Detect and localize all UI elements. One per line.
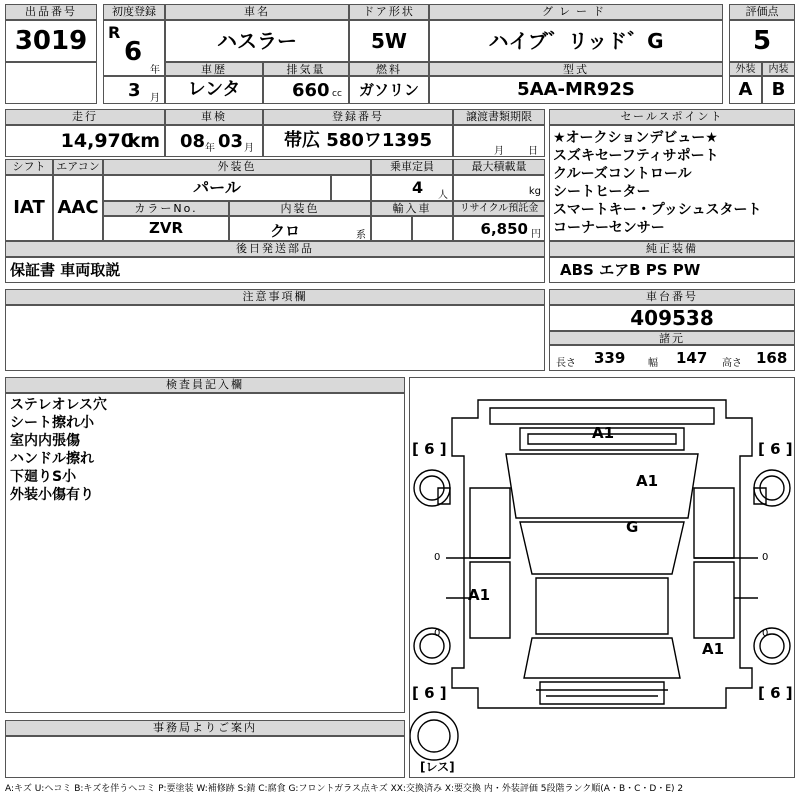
shift-label: シフト (5, 159, 53, 175)
spare-label: [レス] (420, 760, 455, 774)
mileage-unit: km (127, 130, 160, 152)
max-load-cell (453, 175, 545, 201)
door-label: ドア形状 (349, 4, 429, 20)
displacement-label: 排気量 (263, 62, 349, 76)
damage-mark: G (626, 518, 639, 536)
capacity-label: 乗車定員 (371, 159, 453, 175)
model-label: 型式 (429, 62, 723, 76)
car-name-value: ハスラー (165, 20, 349, 62)
first-reg-month: 3 (128, 80, 141, 101)
height-value: 168 (756, 349, 788, 367)
interior-color-value: クロ (270, 222, 301, 240)
first-reg-cell (103, 20, 165, 76)
exterior-color-extra (331, 175, 371, 201)
tread-front-left: [ 6 ] (412, 440, 447, 458)
length-label: 長さ (556, 358, 576, 369)
recycle-value: 6,850 (480, 220, 528, 238)
tread-rear-left: [ 6 ] (412, 684, 447, 702)
legend: A:キズ U:ヘコミ B:キズを伴うヘコミ P:要塗装 W:補修跡 S:錆 C:腐食 G:フロントガラス点キズ XX:交換済み X:要交換 内・外装評価 5段階ランク順(A・B・C・D・E) 2 (5, 784, 684, 794)
capacity-value: 4 (412, 178, 424, 197)
damage-mark: A1 (636, 472, 659, 490)
svg-text:0: 0 (762, 628, 769, 639)
car-name-label: 車名 (165, 4, 349, 20)
inspector-line: ステレオレス穴 (10, 397, 108, 413)
lot-label: 出品番号 (5, 4, 97, 20)
history-value: レンタ (165, 76, 263, 104)
inspection-year: 08 (180, 131, 206, 152)
tread-front-right: [ 6 ] (758, 440, 793, 458)
score-ext: A (729, 76, 762, 104)
notes-label: 注意事項欄 (5, 289, 545, 305)
recycle-label: リサイクル預託金 (453, 201, 545, 216)
inspection-label: 車検 (165, 109, 263, 125)
capacity-cell (371, 175, 453, 201)
tread-rear-right: [ 6 ] (758, 684, 793, 702)
damage-mark: A1 (592, 424, 615, 442)
sales-point: コーナーセンサー (553, 220, 665, 236)
sales-point: クルーズコントロール (553, 166, 692, 182)
first-reg-month-cell (103, 76, 165, 104)
office-box (5, 736, 405, 778)
tread-value: 6 (424, 440, 435, 458)
inspector-line: シート擦れ小 (10, 415, 94, 431)
first-reg-month-unit: 月 (150, 93, 160, 104)
inspector-line: 室内内張傷 (10, 433, 80, 449)
svg-text:0: 0 (434, 628, 441, 639)
mileage-cell (5, 125, 165, 157)
interior-color-cell (229, 216, 371, 241)
sales-points-label: セールスポイント (549, 109, 795, 125)
notes-box (5, 305, 545, 371)
score-int-label: 内装 (762, 62, 795, 76)
inspection-month: 03 (218, 131, 244, 152)
inspector-line: 下廻りS小 (10, 469, 77, 485)
damage-mark: A1 (468, 586, 491, 604)
shift-value: IAT (5, 175, 53, 241)
capacity-unit: 人 (438, 190, 448, 201)
svg-text:0: 0 (434, 552, 441, 563)
recycle-unit: 円 (531, 229, 541, 240)
inspection-month-unit: 月 (244, 143, 254, 154)
tread-value: 6 (424, 684, 435, 702)
interior-color-label: 内装色 (229, 201, 371, 216)
interior-color-unit: 系 (356, 230, 366, 241)
width-value: 147 (676, 349, 708, 367)
width-label: 幅 (648, 358, 658, 369)
ac-value: AAC (53, 175, 103, 241)
score-value: 5 (729, 20, 795, 62)
office-label: 事務局よりご案内 (5, 720, 405, 736)
score-label: 評価点 (729, 4, 795, 20)
chassis-value: 409538 (549, 305, 795, 331)
displacement-unit: cc (332, 89, 342, 99)
spare-value: レス (425, 760, 450, 774)
first-reg-year: 6 (124, 37, 143, 67)
mileage-label: 走行 (5, 109, 165, 125)
exterior-color-value: パール (103, 175, 331, 201)
door-value: 5W (349, 20, 429, 62)
length-value: 339 (594, 349, 626, 367)
sales-point: シートヒーター (553, 184, 651, 200)
era: R (108, 23, 121, 42)
inspection-year-unit: 年 (205, 143, 215, 154)
ac-label: エアコン (53, 159, 103, 175)
sales-point: ★オークションデビュー★ (553, 130, 718, 146)
grade-label: グレード (429, 4, 723, 20)
equipment-value: ABS エアB PS PW (549, 257, 795, 283)
damage-mark: A1 (702, 640, 725, 658)
equipment-label: 純正装備 (549, 241, 795, 257)
sales-points-box (549, 125, 795, 241)
transfer-day-unit: 日 (528, 146, 538, 157)
first-reg-year-unit: 年 (150, 65, 160, 76)
registration-value: 帯広 580ワ1395 (263, 125, 453, 157)
displacement-cell (263, 76, 349, 104)
later-parts-value: 保証書 車両取説 (5, 257, 545, 283)
car-diagram (409, 377, 795, 778)
dimensions-label: 諸元 (549, 331, 795, 345)
inspector-line: ハンドル擦れ (10, 451, 94, 467)
max-load-unit: kg (528, 186, 541, 197)
dimensions-cell (549, 345, 795, 371)
exterior-color-label: 外装色 (103, 159, 371, 175)
later-parts-label: 後日発送部品 (5, 241, 545, 257)
score-int: B (762, 76, 795, 104)
import-label: 輸入車 (371, 201, 453, 216)
registration-label: 登録番号 (263, 109, 453, 125)
transfer-cell (453, 125, 545, 157)
sales-point: スマートキー・プッシュスタート (553, 202, 762, 218)
fuel-label: 燃料 (349, 62, 429, 76)
height-label: 高さ (722, 358, 742, 369)
max-load-label: 最大積載量 (453, 159, 545, 175)
import-cell-b (412, 216, 453, 241)
first-reg-label: 初度登録 (103, 4, 165, 20)
score-ext-label: 外装 (729, 62, 762, 76)
transfer-label: 譲渡書類期限 (453, 109, 545, 125)
color-no-label: カラーNo. (103, 201, 229, 216)
inspector-label: 検査員記入欄 (5, 377, 405, 393)
tread-value: 6 (770, 440, 781, 458)
fuel-value: ガソリン (349, 76, 429, 104)
transfer-month-unit: 月 (494, 146, 504, 157)
svg-text:0: 0 (762, 552, 769, 563)
displacement-value: 660 (292, 80, 330, 101)
inspector-box (5, 393, 405, 713)
chassis-label: 車台番号 (549, 289, 795, 305)
inspection-cell (165, 125, 263, 157)
color-no-value: ZVR (103, 216, 229, 241)
import-cell-a (371, 216, 412, 241)
recycle-cell (453, 216, 545, 241)
sales-point: スズキセーフティサポート (553, 148, 719, 164)
mileage-value: 14,970 (60, 130, 134, 152)
history-label: 車歴 (165, 62, 263, 76)
lot-blank (5, 62, 97, 104)
tread-value: 6 (770, 684, 781, 702)
inspector-line: 外装小傷有り (10, 487, 94, 503)
grade-value: ハイブ゛リッド゛G (429, 20, 723, 62)
lot-value: 3019 (5, 20, 97, 62)
model-value: 5AA-MR92S (429, 76, 723, 104)
